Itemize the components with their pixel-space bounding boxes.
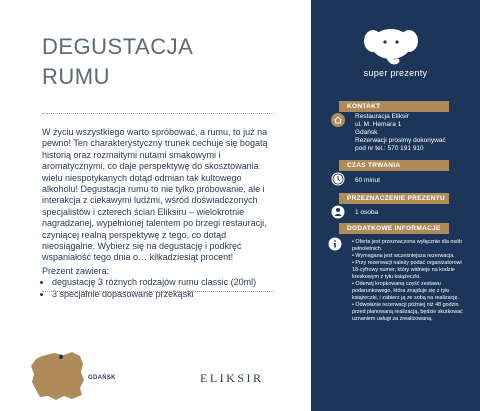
includes-block — [42, 266, 278, 300]
info-note: • Oferta jest przeznaczona wyłącznie dla osób pełnoletnich. — [352, 239, 463, 252]
logo-text: super prezenty — [363, 68, 428, 78]
info-icon — [328, 237, 342, 251]
info-note: • Przy rezerwacji należy podać organizatorowi 18-cyfrowy numer, który widnieje na kodzie kreskowym z tyłu książeczki. — [352, 260, 462, 280]
contact-header: KONTAKT — [339, 101, 449, 112]
contact-line: Restauracja Eliksir — [355, 113, 409, 120]
info-header: DODATKOWE INFORMACJE — [339, 223, 449, 234]
info-note: • Odwołanie rezerwacji później niż 48 godzin przed planowaną realizacją, będzie skutkować uznaniem usługi za zrealizowaną. — [352, 302, 463, 322]
people-value: 1 osoba — [355, 209, 379, 216]
bottom-dotted-divider — [42, 291, 274, 292]
title-line-2: RUMU — [42, 64, 110, 89]
people-header: PRZEZNACZENIE PREZENTU — [339, 193, 449, 204]
contact-line: pod nr tel.: 570 191 910 — [355, 145, 424, 152]
clock-icon — [331, 172, 345, 186]
poland-map-icon — [28, 350, 88, 402]
brand-name: ELIKSIR — [200, 371, 264, 385]
elephant-logo-icon — [362, 25, 420, 65]
home-icon — [331, 113, 345, 127]
title-line-1: DEGUSTACJA — [42, 34, 194, 59]
info-note: • Oderwij kropkowaną część zestawu podarunkowego, która znajduje się z tyłu książeczki, i zabierz ją ze sobą na realizację. — [352, 281, 459, 301]
city-label: GDAŃSK — [88, 375, 116, 381]
person-icon — [331, 205, 345, 219]
page-title — [42, 32, 193, 92]
includes-item: • 3 specjalnie dopasowane przekąski — [52, 289, 278, 300]
contact-line: Rezerwacji prosimy dokonywać — [355, 137, 446, 144]
contact-info — [355, 113, 446, 153]
info-note: • Wymagana jest wcześniejsza rezerwacja. — [352, 253, 455, 259]
description-block — [42, 127, 278, 300]
contact-line: Gdańsk — [355, 129, 378, 136]
includes-item: • degustację 3 różnych rodzajów rumu classic (20ml) — [52, 277, 278, 288]
contact-line: ul. M. Hemara 1 — [355, 121, 402, 128]
includes-list — [42, 277, 278, 300]
description-text: W życiu wszystkiego warto spróbować, a rumu, to już na pewno! Ten charakterystyczny trunek cechuje się bogatą historią oraz rozmaitymi nutami smakowymi i aromatycznymi, co daje perspektywę do skosztowania wielu niespotykanych dotąd odmian tak kultowego alkoholu! Degustacja rumu to nie tylko próbowanie, ale i interakcja z ciekawymi ludźmi, wśród doświadczonych specjalistów i czterech ścian Eliksiru – wielokrotnie nagradzanej, wypełnionej talentem po brzegi restauracji, czyniącej realną perspektywę z tego, co dotąd nieosiągalne. Wybierz się na degustację i podkręć wspaniałość tego dnia o… kilkadziesiąt procent! — [42, 127, 268, 263]
includes-title: Prezent zawiera: — [42, 265, 110, 276]
top-dotted-divider — [42, 113, 274, 114]
duration-header: CZAS TRWANIA — [339, 160, 449, 171]
duration-value: 60 minut — [355, 177, 380, 184]
additional-info-notes — [352, 239, 464, 323]
